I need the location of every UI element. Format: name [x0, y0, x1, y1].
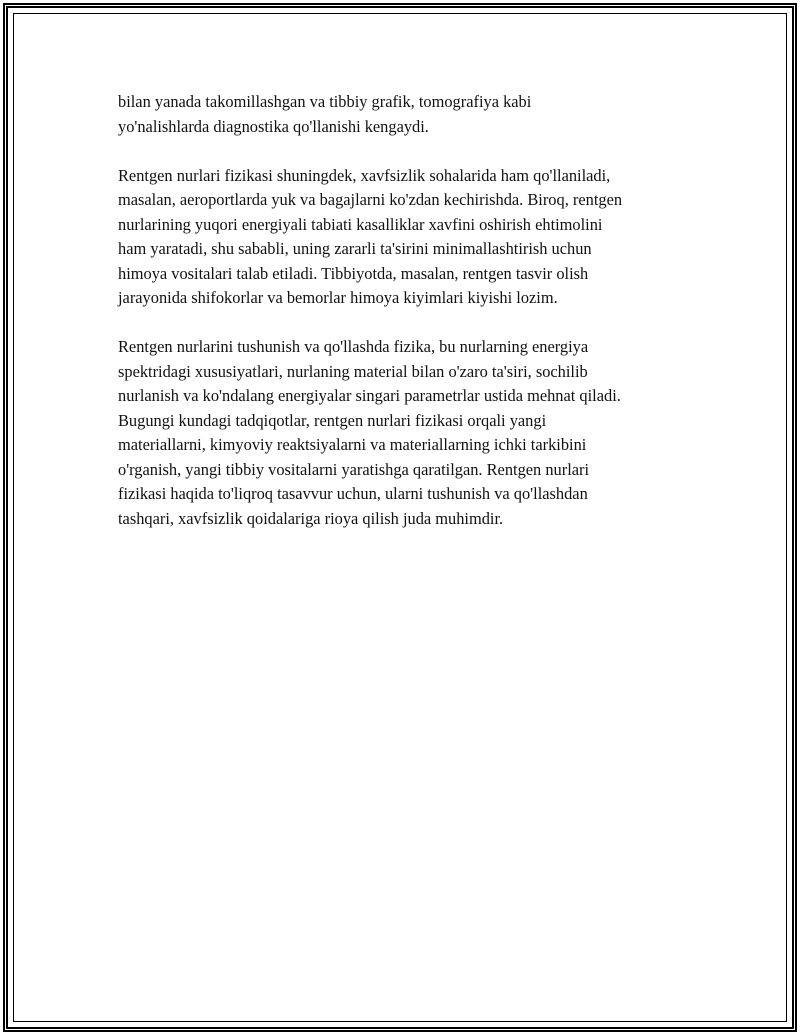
paragraph-2 — [118, 164, 688, 311]
paragraph-3 — [118, 335, 688, 531]
text-line: jarayonida shifokorlar va bemorlar himoya kiyimlari kiyishi lozim. — [118, 288, 558, 307]
text-line: o'rganish, yangi tibbiy vositalarni yaratishga qaratilgan. Rentgen nurlari — [118, 459, 590, 479]
text-line: Bugungi kundagi tadqiqotlar, rentgen nurlari fizikasi orqali yangi — [118, 410, 547, 430]
text-line: bilan yanada takomillashgan va tibbiy grafik, tomografiya kabi — [118, 92, 532, 111]
text-line: Rentgen nurlari fizikasi shuningdek, xavfsizlik sohalarida ham qo'llaniladi, — [118, 165, 611, 185]
text-line: nurlanish va ko'ndalang energiyalar singari parametrlar ustida mehnat qiladi. — [118, 386, 621, 405]
text-line: fizikasi haqida to'liqroq tasavvur uchun, ularni tushunish va qo'llashdan — [118, 484, 588, 503]
text-line: nurlarining yuqori energiyali tabiati kasalliklar xavfini oshirish ehtimolini — [118, 214, 603, 234]
text-line: tashqari, xavfsizlik qoidalariga rioya qilish juda muhimdir. — [118, 508, 504, 528]
text-line: spektridagi xususiyatlari, nurlaning material bilan o'zaro ta'siri, sochilib — [118, 361, 588, 381]
text-line: materiallarni, kimyoviy reaktsiyalarni va materiallarning ichki tarkibini — [118, 435, 587, 454]
text-line: yo'nalishlarda diagnostika qo'llanishi kengaydi. — [118, 116, 429, 136]
paragraph-1 — [118, 90, 688, 139]
text-line: Rentgen nurlarini tushunish va qo'llashda fizika, bu nurlarning energiya — [118, 337, 589, 356]
document-body — [118, 90, 688, 556]
text-line: masalan, aeroportlarda yuk va bagajlarni ko'zdan kechirishda. Biroq, rentgen — [118, 190, 623, 209]
text-line: ham yaratadi, shu sababli, uning zararli ta'sirini minimallashtirish uchun — [118, 239, 592, 258]
text-line: himoya vositalari talab etiladi. Tibbiyotda, masalan, rentgen tasvir olish — [118, 263, 589, 283]
